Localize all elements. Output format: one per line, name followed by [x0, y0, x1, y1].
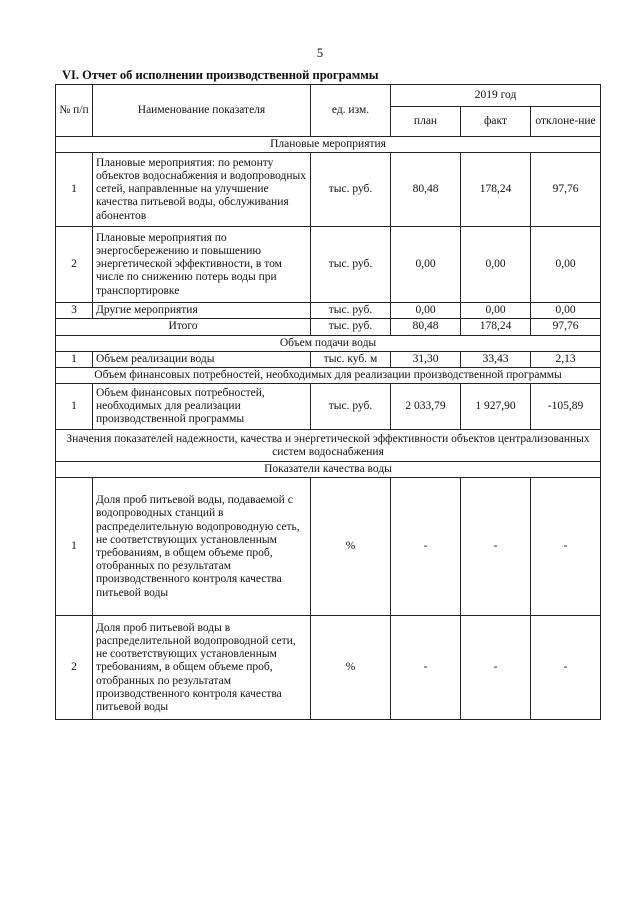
header-fact: факт: [461, 107, 531, 137]
row-unit: тыс. руб.: [311, 153, 391, 227]
total-deviation: 97,76: [531, 319, 601, 335]
row-deviation: 0,00: [531, 303, 601, 319]
row-num: 1: [56, 478, 93, 616]
row-fact: 1 927,90: [461, 384, 531, 430]
total-label: Итого: [56, 319, 311, 335]
header-plan: план: [391, 107, 461, 137]
row-plan: 31,30: [391, 351, 461, 367]
row-deviation: 0,00: [531, 227, 601, 303]
row-plan: 0,00: [391, 303, 461, 319]
header-unit: ед. изм.: [311, 85, 391, 137]
total-row: [56, 319, 601, 335]
row-deviation: 2,13: [531, 351, 601, 367]
row-name: Другие мероприятия: [93, 303, 311, 319]
page-number: 5: [316, 46, 324, 60]
row-plan: -: [391, 616, 461, 720]
row-unit: тыс. руб.: [311, 384, 391, 430]
row-unit: тыс. руб.: [311, 303, 391, 319]
section-planned: Плановые мероприятия: [56, 137, 601, 153]
header-name: Наименование показателя: [93, 85, 311, 137]
total-fact: 178,24: [461, 319, 531, 335]
table-row: [56, 351, 601, 367]
row-unit: %: [311, 478, 391, 616]
row-num: 1: [56, 384, 93, 430]
total-unit: тыс. руб.: [311, 319, 391, 335]
row-plan: -: [391, 478, 461, 616]
row-fact: -: [461, 478, 531, 616]
header-deviation: отклоне-ние: [531, 107, 601, 137]
row-fact: 0,00: [461, 303, 531, 319]
row-fact: 0,00: [461, 227, 531, 303]
row-num: 1: [56, 153, 93, 227]
section-quality: Показатели качества воды: [56, 462, 601, 478]
table-row: [56, 303, 601, 319]
row-name: Объем финансовых потребностей, необходимых для реализации производственной программы: [93, 384, 311, 430]
table-row: [56, 153, 601, 227]
row-num: 2: [56, 227, 93, 303]
row-deviation: -: [531, 616, 601, 720]
section-finance: Объем финансовых потребностей, необходимых для реализации производственной программы: [56, 368, 601, 384]
row-unit: %: [311, 616, 391, 720]
row-deviation: -: [531, 478, 601, 616]
table-row: [56, 616, 601, 720]
section-heading: VI. Отчет об исполнении производственной программы: [62, 68, 379, 82]
production-program-table: [55, 84, 601, 720]
section-reliability: Значения показателей надежности, качества и энергетической эффективности объектов централизованных систем водоснабжения: [56, 430, 601, 462]
row-name: Объем реализации воды: [93, 351, 311, 367]
row-num: 2: [56, 616, 93, 720]
row-fact: 178,24: [461, 153, 531, 227]
row-name: Плановые мероприятия: по ремонту объектов водоснабжения и водопроводных сетей, направленные на улучшение качества питьевой воды, обслуживания абонентов: [93, 153, 311, 227]
row-name: Доля проб питьевой воды в распределительной водопроводной сети, не соответствующих установленным требованиям, в общем объеме проб, отобранных по результатам производственного контроля качества питьевой воды: [93, 616, 311, 720]
row-num: 1: [56, 351, 93, 367]
row-fact: 33,43: [461, 351, 531, 367]
section-supply: Объем подачи воды: [56, 335, 601, 351]
header-num: № п/п: [56, 85, 93, 137]
row-deviation: 97,76: [531, 153, 601, 227]
row-plan: 80,48: [391, 153, 461, 227]
row-unit: тыс. куб. м: [311, 351, 391, 367]
table-row: [56, 384, 601, 430]
row-name: Плановые мероприятия по энергосбережению и повышению энергетической эффективности, в том числе по снижению потерь воды при транспортировке: [93, 227, 311, 303]
total-plan: 80,48: [391, 319, 461, 335]
row-name: Доля проб питьевой воды, подаваемой с водопроводных станций в распределительную водопроводную сеть, не соответствующих установленным требованиям, в общем объеме проб, отобранных по результатам производственного контроля качества питьевой воды: [93, 478, 311, 616]
header-year: 2019 год: [391, 85, 601, 107]
row-plan: 0,00: [391, 227, 461, 303]
table-row: [56, 478, 601, 616]
row-deviation: -105,89: [531, 384, 601, 430]
row-plan: 2 033,79: [391, 384, 461, 430]
row-fact: -: [461, 616, 531, 720]
row-unit: тыс. руб.: [311, 227, 391, 303]
table-row: [56, 227, 601, 303]
row-num: 3: [56, 303, 93, 319]
